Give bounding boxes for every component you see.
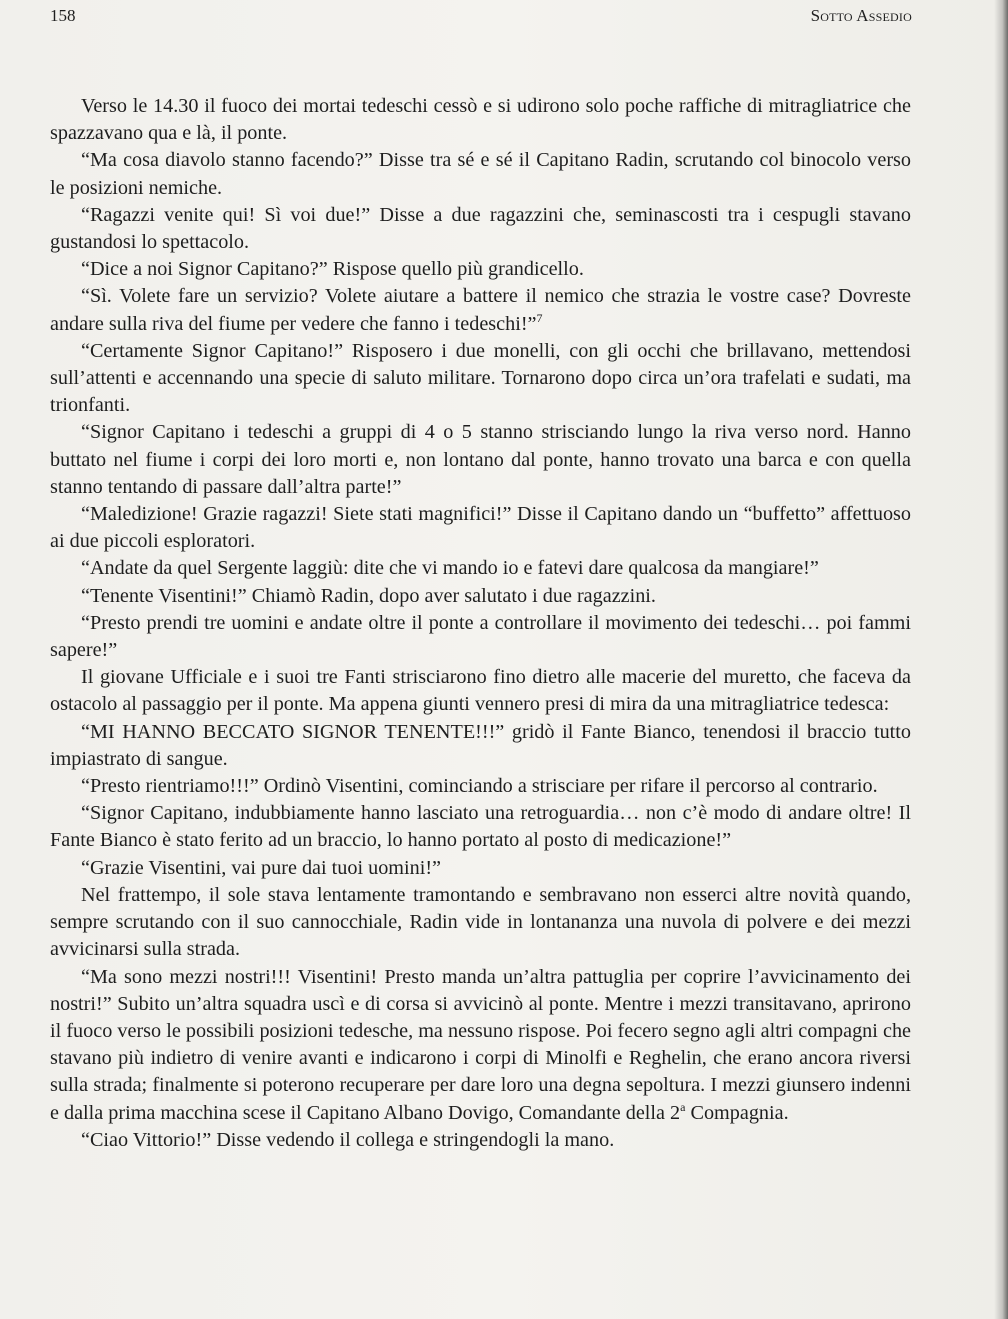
paragraph: “Presto rientriamo!!!” Ordinò Visentini, cominciando a strisciare per rifare il percorso al contrario. [81,775,878,798]
paragraph: “Tenente Visentini!” Chiamò Radin, dopo aver salutato i due ragazzini. [81,584,656,607]
paragraph: “Andate da quel Sergente laggiù: dite che vi mando io e fatevi dare qualcosa da mangiare!” [81,557,819,580]
page-number: 158 [50,6,76,25]
running-title: Sotto Assedio [810,6,912,25]
paragraph: Nel frattempo, il sole stava lentamente tramontando e sembravano non esserci altre novità quando, sempre scrutando con il suo cannocchiale, Radin vide in lontananza una nuvola di polvere e dei mezzi avvicinarsi sulla strada. [50,883,911,961]
paragraph: Il giovane Ufficiale e i suoi tre Fanti strisciarono fino dietro alle macerie del muretto, che faceva da ostacolo al passaggio per il ponte. Ma appena giunti vennero presi di mira da una mitragliatrice tedesca: [50,666,911,716]
paragraph: “Ragazzi venite qui! Sì voi due!” Disse a due ragazzini che, seminascosti tra i cespugli stavano gustandosi lo spettacolo. [50,203,911,254]
paragraph: “Signor Capitano, indubbiamente hanno lasciato una retroguardia… non c’è modo di andare oltre! Il Fante Bianco è stato ferito ad un braccio, lo hanno portato al posto di medicazione!” [50,802,911,852]
paragraph: “Certamente Signor Capitano!” Risposero i due monelli, con gli occhi che brillavano, mettendosi sull’attenti e accennando una specie di saluto militare. Tornarono dopo circa un’ora trafelati e sudati, ma trionfanti. [50,339,911,417]
paragraph: “Ciao Vittorio!” Disse vedendo il collega e stringendogli la mano. [81,1128,615,1151]
paragraph: “Sì. Volete fare un servizio? Volete aiutare a battere il nemico che strazia le vostre case? Dovreste andare sulla riva del fiume per vedere che fanno i tedeschi!”$^7$ [50,285,911,335]
paragraph: “Dice a noi Signor Capitano?” Rispose quello più grandicello. [81,258,584,281]
spine-shadow [994,0,1008,1319]
paragraph: “Grazie Visentini, vai pure dai tuoi uomini!” [81,856,442,879]
ordinal-superscript: a [680,1099,686,1114]
paragraph: “Ma sono mezzi nostri!!! Visentini! Presto manda un’altra pattuglia per coprire l’avvicinamento dei nostri!” Subito un’altra squadra uscì e di corsa si avvicinò al ponte. Mentre i mezzi transitavano, aprirono il fuoco verso le possibili posizioni tedesche, ma nessuno rispose. Poi fecero segno agli altri compagni che stavano più indietro di venire avanti e indicarono i corpi di Minolfi e Reghelin, che erano ancora riversi sulla strada; finalmente si poterono recuperare per dare loro una degna sepoltura. I mezzi giunsero indenni e dalla prima macchina scese il Capitano Albano Dovigo, Comandante della 2$^a$ Compagnia. [50,965,911,1124]
paragraph: Verso le 14.30 il fuoco dei mortai tedeschi cessò e si udirono solo poche raffiche di mitragliatrice che spazzavano qua e là, il ponte. [50,95,911,145]
paragraph: “Maledizione! Grazie ragazzi! Siete stati magnifici!” Disse il Capitano dando un “buffetto” affettuoso ai due piccoli esploratori. [50,503,911,553]
running-head [50,4,912,28]
body-text [50,93,911,1154]
paragraph: “Ma cosa diavolo stanno facendo?” Disse tra sé e sé il Capitano Radin, scrutando col binocolo verso le posizioni nemiche. [50,149,911,199]
paragraph: “Presto prendi tre uomini e andate oltre il ponte a controllare il movimento dei tedeschi… poi fammi sapere!” [50,611,911,662]
footnote-reference: 7 [536,310,543,325]
paragraph: “Signor Capitano i tedeschi a gruppi di 4 o 5 stanno strisciando lungo la riva verso nord. Hanno buttato nel fiume i corpi dei loro morti e, non lontano dal ponte, hanno trovato una barca e con quella stanno tentando di passare dall’altra parte!” [50,421,911,498]
paragraph: “MI HANNO BECCATO SIGNOR TENENTE!!!” gridò il Fante Bianco, tenendosi il braccio tutto impiastrato di sangue. [50,720,911,770]
